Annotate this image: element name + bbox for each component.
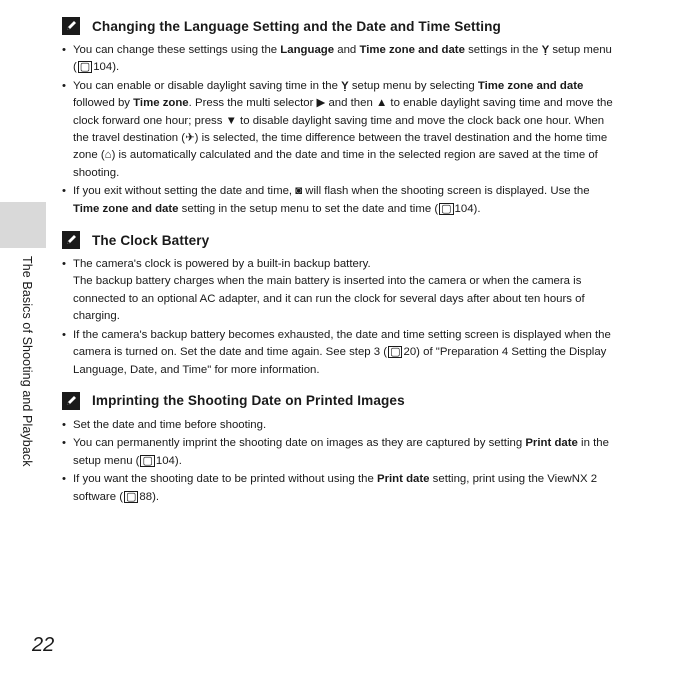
menu-term: Time zone and date <box>73 202 179 215</box>
page-ref: 104 <box>155 454 175 467</box>
menu-term: Print date <box>525 437 578 450</box>
section-title: The Clock Battery <box>92 232 210 248</box>
text: and then <box>325 97 376 110</box>
page-ref: 88 <box>139 490 153 503</box>
text: followed by <box>73 97 134 110</box>
page-content <box>62 14 618 516</box>
chapter-tab <box>0 202 46 248</box>
text: ). <box>152 490 160 503</box>
text: setting in the setup menu to set the date and time ( <box>178 202 439 215</box>
menu-term: Print date <box>376 473 430 486</box>
section-clock-battery <box>62 228 618 379</box>
section-imprinting-date <box>62 389 618 506</box>
menu-term: Language <box>280 44 335 56</box>
list-item <box>62 256 618 326</box>
text: to enable daylight saving time and move the clock forward one hour; press <box>73 97 613 127</box>
book-icon: ▢ <box>79 61 91 74</box>
bullet-list <box>62 417 618 506</box>
book-icon: ▢ <box>390 346 401 359</box>
text: If you want the shooting date to be printed without using the <box>73 473 377 486</box>
chapter-label: The Basics of Shooting and Playback <box>20 256 34 467</box>
text: You can permanently imprint the shooting date on images as they are captured by setting <box>73 437 526 450</box>
text: ) is automatically calculated and the date and time in the selected region are saved at the time of shooting. <box>73 149 598 179</box>
page-ref: 104 <box>454 202 474 215</box>
menu-term: Time zone <box>133 97 189 110</box>
text: . Press the multi selector <box>188 97 317 110</box>
list-item <box>62 42 618 77</box>
book-icon: ▢ <box>441 202 452 215</box>
list-item <box>62 471 618 506</box>
text: in the setup menu ( <box>73 437 609 467</box>
flash-warning-icon: ◙ <box>295 185 303 198</box>
page-number: 22 <box>32 634 55 656</box>
airplane-icon: ✈ <box>185 132 195 145</box>
section-title: Imprinting the Shooting Date on Printed Images <box>92 393 405 409</box>
text: ). <box>473 202 481 215</box>
pencil-note-icon <box>62 231 80 249</box>
house-icon: ⌂ <box>104 149 112 162</box>
text: If the camera's backup battery becomes exhausted, the date and time setting screen is displayed when the camera is turned on. Set the date and time again. See step 3 ( <box>73 328 611 359</box>
bullet-list <box>62 256 618 379</box>
list-item <box>62 183 618 218</box>
text: ). <box>112 61 120 74</box>
section-header <box>62 389 618 413</box>
text: settings in the <box>464 44 542 56</box>
text: will flash when the shooting screen is displayed. Use the <box>302 185 590 198</box>
text: If you exit without setting the date and time, <box>73 185 296 198</box>
text: ). <box>174 454 182 467</box>
page-ref: 104 <box>93 61 113 74</box>
text: setup menu ( <box>73 44 612 74</box>
page-ref: 20 <box>403 346 417 359</box>
text: setting, print using the ViewNX 2 software ( <box>73 473 598 503</box>
down-arrow-icon: ▼ <box>225 114 237 127</box>
text: The camera's clock is powered by a built-in backup battery. <box>73 258 371 271</box>
list-item <box>62 78 618 182</box>
text: You can change these settings using the <box>73 44 281 56</box>
list-item <box>62 327 618 379</box>
text: You can enable or disable daylight saving time in the <box>73 79 342 92</box>
text: Set the date and time before shooting. <box>73 418 267 431</box>
wrench-icon: Ỵ <box>341 79 349 92</box>
right-arrow-icon: ▶ <box>316 97 326 110</box>
section-header <box>62 228 618 252</box>
text: ) of "Preparation 4 Setting the Display Language, Date, and Time" for more information. <box>73 346 607 376</box>
list-item <box>62 435 618 470</box>
book-icon: ▢ <box>142 454 153 467</box>
section-title: Changing the Language Setting and the Date and Time Setting <box>92 18 501 34</box>
wrench-icon: Ỵ <box>541 44 550 56</box>
text: ) is selected, the time difference between the travel destination and the home time zone ( <box>73 132 608 162</box>
menu-term: Time zone and date <box>359 44 465 56</box>
section-language-date-time <box>62 14 618 218</box>
text: and <box>334 44 360 56</box>
bullet-list <box>62 42 618 218</box>
list-item <box>62 417 618 434</box>
pencil-note-icon <box>62 17 80 35</box>
up-arrow-icon: ▲ <box>375 97 388 110</box>
text: to disable daylight saving time and move the clock back one hour. When the travel destination ( <box>73 114 605 145</box>
text: setup menu by selecting <box>348 79 478 92</box>
section-header <box>62 14 618 38</box>
book-icon: ▢ <box>126 490 137 503</box>
menu-term: Time zone and date <box>477 79 584 92</box>
text: The backup battery charges when the main battery is inserted into the camera or when the camera is connected to an optional AC adapter, and it can run the clock for several days after about ten hours of charging. <box>73 275 585 323</box>
pencil-note-icon <box>62 392 80 410</box>
